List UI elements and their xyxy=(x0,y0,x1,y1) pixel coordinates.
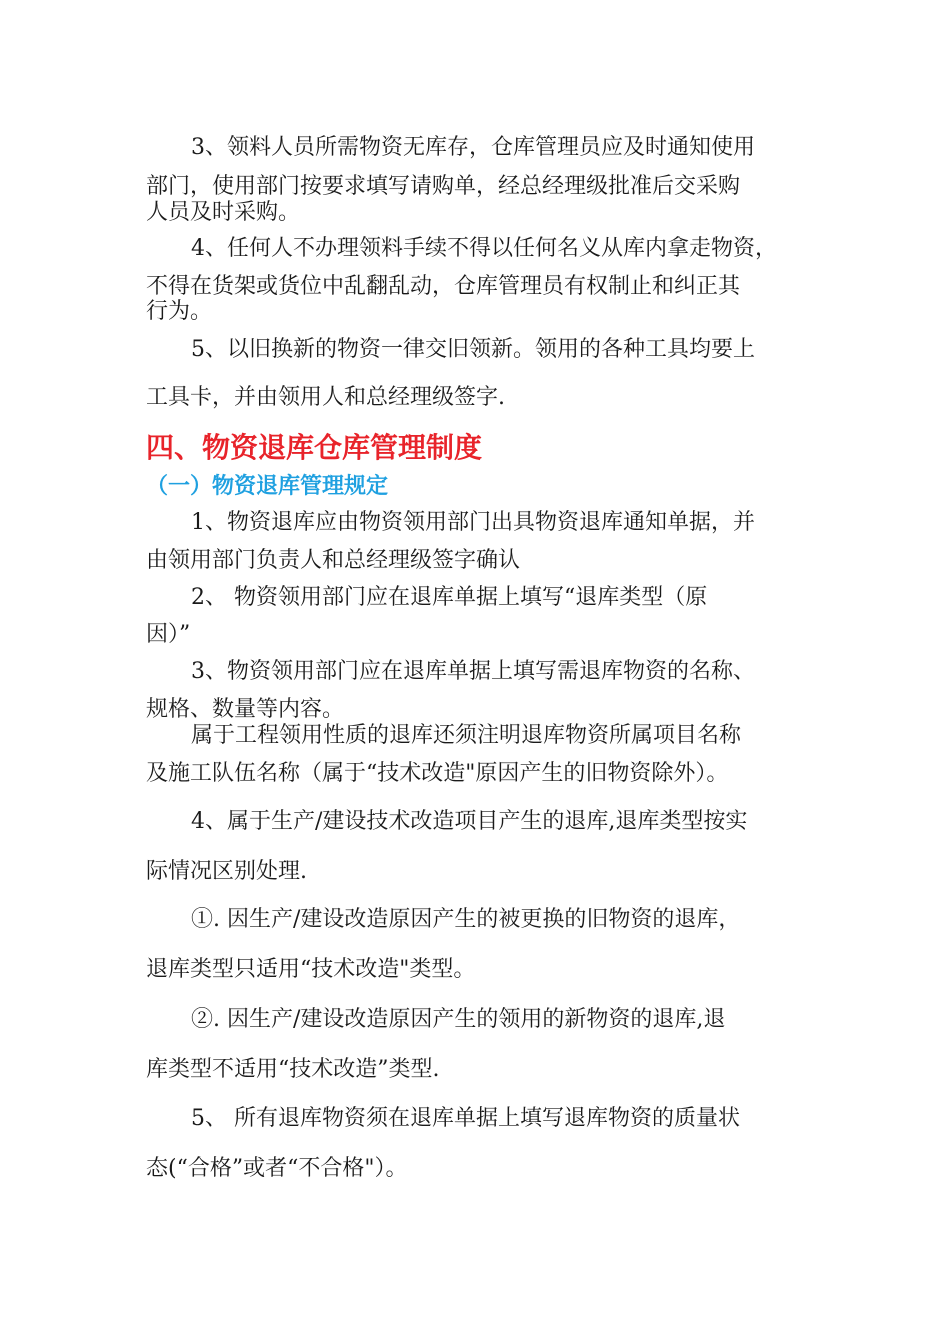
paragraph-line: 及施工队伍名称（属于“技术改造"原因产生的旧物资除外）。 xyxy=(146,761,729,786)
paragraph-line: 5、以旧换新的物资一律交旧领新。领用的各种工具均要上 xyxy=(191,337,755,362)
paragraph-line: 4、任何人不办理领料手续不得以任何名义从库内拿走物资， xyxy=(191,236,777,261)
section-heading: 四、物资退库仓库管理制度 xyxy=(146,431,483,464)
paragraph-line: 态(“合格”或者“不合格"）。 xyxy=(146,1156,408,1181)
paragraph-line: 部门，使用部门按要求填写请购单，经总经理级批准后交采购 xyxy=(146,174,741,199)
paragraph-line: 行为。 xyxy=(146,299,213,324)
paragraph-line: 库类型不适用“技术改造”类型. xyxy=(146,1057,440,1082)
paragraph-line: 规格、数量等内容。 xyxy=(146,697,345,722)
paragraph-line: ②. 因生产/建设改造原因产生的领用的新物资的退库,退 xyxy=(191,1007,726,1032)
paragraph-line: 5、 所有退库物资须在退库单据上填写退库物资的质量状 xyxy=(191,1106,740,1131)
subsection-heading: （一）物资退库管理规定 xyxy=(146,474,389,499)
paragraph-line: 工具卡，并由领用人和总经理级签字. xyxy=(146,385,505,410)
paragraph-line: 不得在货架或货位中乱翻乱动，仓库管理员有权制止和纠正其 xyxy=(146,274,741,299)
paragraph-line: 3、物资领用部门应在退库单据上填写需退库物资的名称、 xyxy=(191,659,755,684)
paragraph-line: 人员及时采购。 xyxy=(146,200,301,225)
paragraph-line: 3、领料人员所需物资无库存，仓库管理员应及时通知使用 xyxy=(191,135,755,160)
paragraph-line: 2、 物资领用部门应在退库单据上填写“退库类型（原 xyxy=(191,585,708,610)
paragraph-line: 1、物资退库应由物资领用部门出具物资退库通知单据，并 xyxy=(191,510,755,535)
paragraph-line: 属于工程领用性质的退库还须注明退库物资所属项目名称 xyxy=(191,723,742,748)
paragraph-line: 由领用部门负责人和总经理级签字确认 xyxy=(146,548,521,573)
paragraph-line: 4、属于生产/建设技术改造项目产生的退库,退库类型按实 xyxy=(191,809,748,834)
paragraph-line: ①. 因生产/建设改造原因产生的被更换的旧物资的退库， xyxy=(191,907,741,932)
paragraph-line: 因）” xyxy=(146,622,191,647)
paragraph-line: 退库类型只适用“技术改造"类型。 xyxy=(146,957,476,982)
paragraph-line: 际情况区别处理. xyxy=(146,859,307,884)
